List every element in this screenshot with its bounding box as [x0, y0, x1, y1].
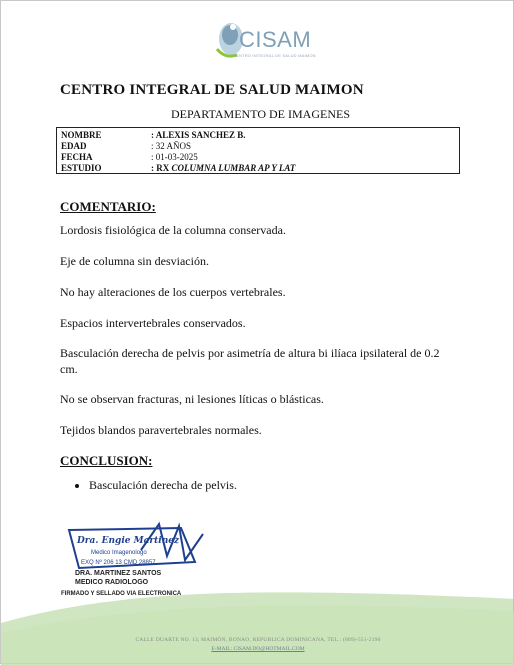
- study-name: COLUMNA LUMBAR AP Y LAT: [171, 163, 296, 173]
- stamp-name: Dra. Engie Martinez: [77, 536, 180, 546]
- signer-role: MEDICO RADIOLOGO: [75, 579, 149, 586]
- finding-1: Lordosis fisiológica de la columna conservada.: [60, 223, 286, 237]
- stamp-exq: EXQ Nº 206 13 CMD 28857: [81, 560, 156, 566]
- name-value: : ALEXIS SANCHEZ B.: [151, 130, 246, 140]
- signature-note: FIRMADO Y SELLADO VIA ELECTRONICA: [61, 591, 182, 597]
- logo-wordmark: CISAM: [239, 27, 312, 52]
- date-value: : 01-03-2025: [151, 152, 198, 162]
- finding-2: Eje de columna sin desviación.: [60, 254, 209, 268]
- signer-name: DRA. MARTINEZ SANTOS: [75, 570, 162, 577]
- age-value: : 32 AÑOS: [151, 141, 192, 151]
- clinic-title: CENTRO INTEGRAL DE SALUD MAIMON: [60, 82, 364, 98]
- footer-wave: [1, 589, 514, 665]
- age-label: EDAD: [61, 141, 87, 151]
- cisam-logo: [211, 15, 331, 61]
- footer-address: CALLE DUARTE NO. 13, MAIMÓN, BONAO, REPUBLICA DOMINICANA, TEL.: (809)-551-2196: [135, 637, 381, 643]
- finding-6: No se observan fracturas, ni lesiones líticas o blásticas.: [60, 392, 324, 406]
- date-label: FECHA: [61, 152, 93, 162]
- signer-block: [75, 569, 161, 587]
- study-label: ESTUDIO: [61, 163, 102, 173]
- study-value: [151, 163, 295, 173]
- study-prefix: : RX: [151, 163, 170, 173]
- department-title: DEPARTAMENTO DE IMAGENES: [171, 107, 350, 121]
- footer-email: E-MAIL: CISAM.DO@HOTMAIL.COM: [211, 646, 305, 652]
- finding-7: Tejidos blandos paravertebrales normales.: [60, 423, 262, 437]
- conclusion-heading: CONCLUSION:: [60, 453, 153, 468]
- stamp-title: Medico Imagenologo: [91, 550, 147, 556]
- comment-heading: COMENTARIO:: [60, 199, 156, 214]
- patient-info-box: [56, 127, 460, 174]
- finding-5: Basculación derecha de pelvis por asimetría de altura bi ilíaca ipsilateral de 0.2 cm.: [60, 346, 440, 376]
- bullet-icon: [75, 484, 79, 488]
- logo-subtitle: CENTRO INTEGRAL DE SALUD MAIMON: [233, 53, 316, 58]
- name-label: NOMBRE: [61, 130, 102, 140]
- finding-3: No hay alteraciones de los cuerpos vertebrales.: [60, 285, 286, 299]
- finding-4: Espacios intervertebrales conservados.: [60, 316, 246, 330]
- conclusion-text: Basculación derecha de pelvis.: [89, 478, 237, 492]
